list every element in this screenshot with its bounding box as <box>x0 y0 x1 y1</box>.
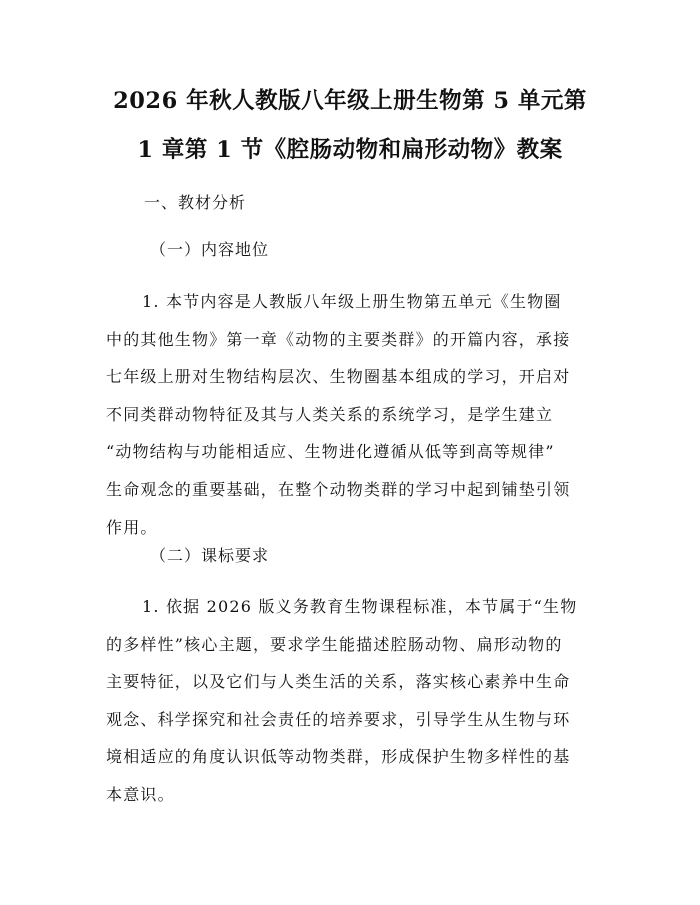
paragraph-line: 中的其他生物》第一章《动物的主要类群》的开篇内容，承接 <box>106 329 571 349</box>
paragraph-line: 本意识。 <box>106 784 175 804</box>
paragraph-line: 作用。 <box>106 517 158 537</box>
paragraph-line: 1. 本节内容是人教版八年级上册生物第五单元《生物圈 <box>142 292 562 311</box>
paragraph-content-position <box>106 283 606 546</box>
document-title-line-2: 1 章第 1 节《腔肠动物和扁形动物》教案 <box>137 137 563 163</box>
paragraph-line: 主要特征，以及它们与人类生活的关系，落实核心素养中生命 <box>106 672 571 692</box>
section-heading: 一、教材分析 <box>144 193 247 212</box>
paragraph-line: “动物结构与功能相适应、生物进化遵循从低等到高等规律” <box>106 442 555 462</box>
document-title-line-1: 2026 年秋人教版八年级上册生物第 5 单元第 <box>113 88 587 114</box>
paragraph-line: 境相适应的角度认识低等动物类群，形成保护生物多样性的基 <box>106 747 571 767</box>
paragraph-line: 观念、科学探究和社会责任的培养要求，引导学生从生物与环 <box>106 709 571 729</box>
paragraph-line: 不同类群动物特征及其与人类关系的系统学习，是学生建立 <box>106 404 554 424</box>
subsection-heading-curriculum-requirements: （二）课标要求 <box>150 546 270 565</box>
paragraph-line: 七年级上册对生物结构层次、生物圈基本组成的学习，开启对 <box>106 367 571 387</box>
paragraph-curriculum-requirements <box>106 588 606 814</box>
paragraph-line: 的多样性”核心主题，要求学生能描述腔肠动物、扁形动物的 <box>106 634 563 654</box>
paragraph-line: 生命观念的重要基础，在整个动物类群的学习中起到铺垫引领 <box>106 479 571 499</box>
subsection-heading-content-position: （一）内容地位 <box>150 240 270 259</box>
paragraph-line: 1. 依据 2026 版义务教育生物课程标准，本节属于“生物 <box>142 597 578 616</box>
